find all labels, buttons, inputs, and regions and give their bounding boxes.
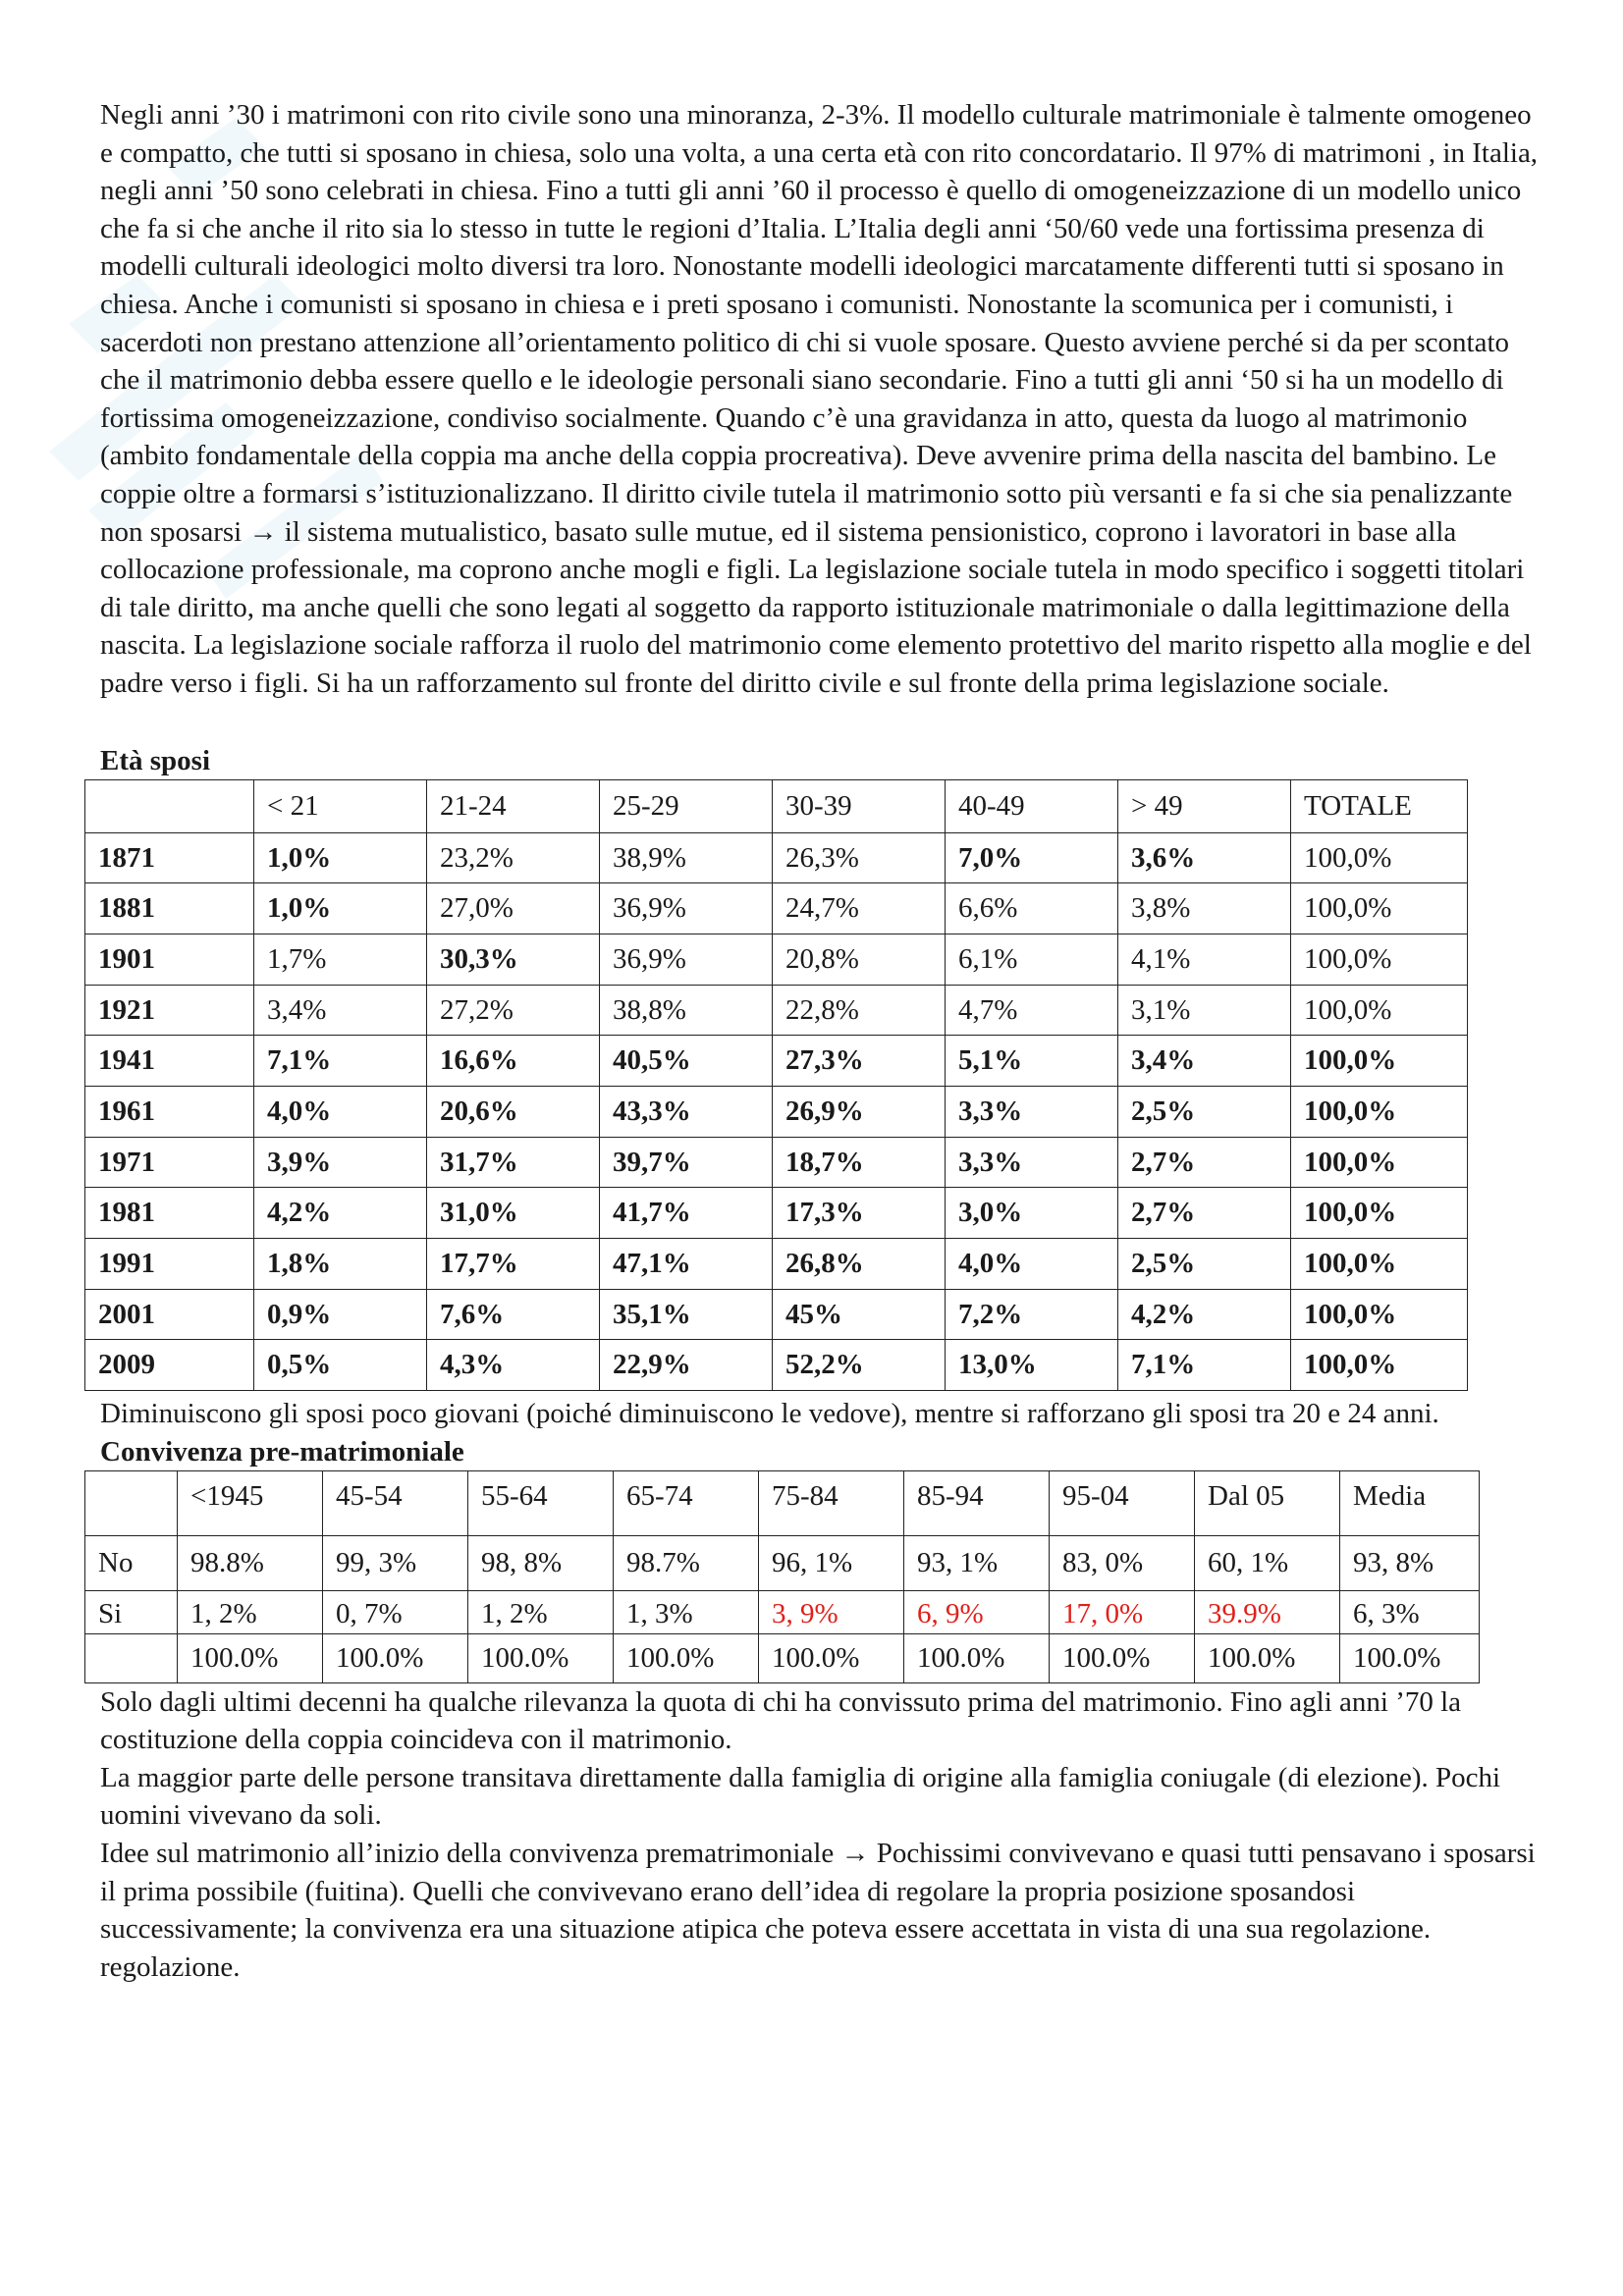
column-header: 75-84	[759, 1470, 904, 1535]
convivenza-table	[84, 1470, 1480, 1683]
table-cell: 38,8%	[600, 985, 773, 1036]
table-cell: 4,1%	[1118, 934, 1291, 985]
table-cell: 100,0%	[1291, 883, 1468, 934]
table-cell: 100.0%	[178, 1633, 323, 1682]
column-header: 55-64	[468, 1470, 614, 1535]
table-cell: 30,3%	[427, 934, 600, 985]
table-row	[85, 985, 1468, 1036]
table-cell: 18,7%	[773, 1137, 946, 1188]
table-cell: 36,9%	[600, 883, 773, 934]
table-cell: 1, 2%	[468, 1590, 614, 1633]
table-cell: 3,1%	[1118, 985, 1291, 1036]
table-cell: 26,9%	[773, 1086, 946, 1137]
table-cell: 4,3%	[427, 1340, 600, 1391]
table-cell: 96, 1%	[759, 1535, 904, 1590]
table-cell: 2,7%	[1118, 1188, 1291, 1239]
table-cell: 17,7%	[427, 1239, 600, 1290]
table-cell: 100.0%	[1050, 1633, 1195, 1682]
table-cell: 22,9%	[600, 1340, 773, 1391]
table-cell: 39.9%	[1195, 1590, 1340, 1633]
table-cell: 2,5%	[1118, 1086, 1291, 1137]
table-cell: 100,0%	[1291, 1239, 1468, 1290]
table-row	[85, 1633, 1480, 1682]
table-cell: 7,2%	[946, 1289, 1118, 1340]
table-cell: 100,0%	[1291, 1036, 1468, 1087]
table-cell: 35,1%	[600, 1289, 773, 1340]
table-cell: 1, 2%	[178, 1590, 323, 1633]
table-cell: 100,0%	[1291, 1289, 1468, 1340]
row-label: Si	[85, 1590, 178, 1633]
table-cell: 100.0%	[323, 1633, 468, 1682]
table-row	[85, 1590, 1480, 1633]
table-cell: 39,7%	[600, 1137, 773, 1188]
table-cell: 26,3%	[773, 832, 946, 883]
table-cell: 45%	[773, 1289, 946, 1340]
table-cell: 3,3%	[946, 1137, 1118, 1188]
table-header-row	[85, 779, 1468, 832]
table-cell: 100.0%	[759, 1633, 904, 1682]
column-header: 25-29	[600, 779, 773, 832]
column-header: 95-04	[1050, 1470, 1195, 1535]
table-cell: 100.0%	[1195, 1633, 1340, 1682]
table-cell: 6, 3%	[1340, 1590, 1480, 1633]
table-cell: 7,1%	[1118, 1340, 1291, 1391]
row-year: 1941	[85, 1036, 254, 1087]
table-cell: 2,7%	[1118, 1137, 1291, 1188]
table-cell: 27,2%	[427, 985, 600, 1036]
table-cell: 20,6%	[427, 1086, 600, 1137]
eta-sposi-table	[84, 779, 1468, 1392]
table-cell: 27,0%	[427, 883, 600, 934]
column-header: TOTALE	[1291, 779, 1468, 832]
column-header: Media	[1340, 1470, 1480, 1535]
table-cell: 99, 3%	[323, 1535, 468, 1590]
table-cell: 6,6%	[946, 883, 1118, 934]
table-cell: 4,0%	[254, 1086, 427, 1137]
table-cell: 0,5%	[254, 1340, 427, 1391]
table-cell: 93, 1%	[904, 1535, 1050, 1590]
eta-sposi-title: Età sposi	[100, 744, 211, 776]
table-row	[85, 1535, 1480, 1590]
table-cell: 100,0%	[1291, 1086, 1468, 1137]
table-cell: 43,3%	[600, 1086, 773, 1137]
table-cell: 1,0%	[254, 883, 427, 934]
table-cell: 47,1%	[600, 1239, 773, 1290]
table-cell: 3, 9%	[759, 1590, 904, 1633]
table-cell: 1, 3%	[614, 1590, 759, 1633]
table-cell: 20,8%	[773, 934, 946, 985]
intro-paragraph: Negli anni ’30 i matrimoni con rito civile sono una minoranza, 2-3%. Il modello culturale matrimoniale è talmente omogeneo e compatto, che tutti si sposano in chiesa, solo una volta, a una certa età con rito concordatario. Il 97% di matrimoni , in Italia, negli anni ’50 sono celebrati in chiesa. Fino a tutti gli anni ’60 il processo è quello di omogeneizzazione di un modello unico che fa si che anche il rito sia lo stesso in tutte le regioni d’Italia. L’Italia degli anni ‘50/60 vede una fortissima presenza di modelli culturali ideologici molto diversi tra loro. Nonostante modelli ideologici marcatamente differenti tutti si sposano in chiesa. Anche i comunisti si sposano in chiesa e i preti sposano i comunisti. Nonostante la scomunica per i comunisti, i sacerdoti non prestano attenzione all’orientamento politico di chi si vuole sposare. Questo avviene perché si da per scontato che il matrimonio debba essere quello e le ideologie personali siano secondarie. Fino a tutti gli anni ‘50 si ha un modello di fortissima omogeneizzazione, condiviso socialmente. Quando c’è una gravidanza in atto, questa da luogo al matrimonio (ambito fondamentale della coppia ma anche della coppia procreativa). Deve avvenire prima della nascita del bambino. Le coppie oltre a formarsi s’istituzionalizzano. Il diritto civile tutela il matrimonio sotto più versanti e fa si che sia penalizzante non sposarsi → il sistema mutualistico, basato sulle mutue, ed il sistema pensionistico, coprono i lavoratori in base alla collocazione professionale, ma coprono anche mogli e figli. La legislazione sociale tutela in modo specifico i soggetti titolari di tale diritto, ma anche quelli che sono legati al soggetto da rapporto istituzionale matrimoniale o dalla legittimazione della nascita. La legislazione sociale rafforza il ruolo del matrimonio come elemento protettivo del marito rispetto alla moglie e del padre verso i figli. Si ha un rafforzamento sul fronte del diritto civile e sul fronte della prima legislazione sociale.	[100, 99, 1539, 699]
table-cell: 1,0%	[254, 832, 427, 883]
table-cell: 93, 8%	[1340, 1535, 1480, 1590]
column-header: 45-54	[323, 1470, 468, 1535]
table-cell: 3,9%	[254, 1137, 427, 1188]
row-year: 1871	[85, 832, 254, 883]
table-cell: 3,6%	[1118, 832, 1291, 883]
table-cell: 4,2%	[1118, 1289, 1291, 1340]
table-cell: 17,3%	[773, 1188, 946, 1239]
table-row	[85, 1086, 1468, 1137]
table-cell: 4,7%	[946, 985, 1118, 1036]
column-header: 40-49	[946, 779, 1118, 832]
table-cell: 22,8%	[773, 985, 946, 1036]
row-label	[85, 1633, 178, 1682]
table-cell: 98.7%	[614, 1535, 759, 1590]
table-cell: 7,0%	[946, 832, 1118, 883]
table-cell: 100,0%	[1291, 1137, 1468, 1188]
table-cell: 3,4%	[1118, 1036, 1291, 1087]
table-cell: 3,3%	[946, 1086, 1118, 1137]
table-cell: 3,8%	[1118, 883, 1291, 934]
column-header: 85-94	[904, 1470, 1050, 1535]
table-row	[85, 1188, 1468, 1239]
table-cell: 1,7%	[254, 934, 427, 985]
table-cell: 4,2%	[254, 1188, 427, 1239]
table-cell: 100.0%	[904, 1633, 1050, 1682]
table-row	[85, 1036, 1468, 1087]
column-header: < 21	[254, 779, 427, 832]
table-cell: 3,4%	[254, 985, 427, 1036]
column-header	[85, 1470, 178, 1535]
table-cell: 83, 0%	[1050, 1535, 1195, 1590]
table-cell: 100.0%	[1340, 1633, 1480, 1682]
table-row	[85, 1239, 1468, 1290]
row-year: 2001	[85, 1289, 254, 1340]
table-cell: 6,1%	[946, 934, 1118, 985]
row-year: 1921	[85, 985, 254, 1036]
table-row	[85, 1289, 1468, 1340]
table-cell: 13,0%	[946, 1340, 1118, 1391]
table-cell: 41,7%	[600, 1188, 773, 1239]
row-year: 1961	[85, 1086, 254, 1137]
table-cell: 17, 0%	[1050, 1590, 1195, 1633]
table-cell: 31,7%	[427, 1137, 600, 1188]
column-header: 21-24	[427, 779, 600, 832]
table-cell: 38,9%	[600, 832, 773, 883]
column-header	[85, 779, 254, 832]
table-cell: 60, 1%	[1195, 1535, 1340, 1590]
table-cell: 2,5%	[1118, 1239, 1291, 1290]
closing-paragraph: La maggior parte delle persone transitava direttamente dalla famiglia di origine alla famiglia coniugale (di elezione). Pochi uomini vivevano da soli.	[100, 1761, 1501, 1832]
row-year: 1881	[85, 883, 254, 934]
table-row	[85, 1340, 1468, 1391]
closing-paragraph: Solo dagli ultimi decenni ha qualche rilevanza la quota di chi ha convissuto prima del matrimonio. Fino agli anni ’70 la costituzione della coppia coincideva con il matrimonio.	[100, 1685, 1462, 1756]
table-cell: 100.0%	[468, 1633, 614, 1682]
row-year: 1971	[85, 1137, 254, 1188]
table-row	[85, 934, 1468, 985]
closing-paragraph: regolazione.	[100, 1950, 241, 1983]
table-cell: 36,9%	[600, 934, 773, 985]
eta-sposi-note: Diminuiscono gli sposi poco giovani (poiché diminuiscono le vedove), mentre si rafforzano gli sposi tra 20 e 24 anni.	[100, 1398, 1439, 1430]
table-cell: 7,1%	[254, 1036, 427, 1087]
table-cell: 40,5%	[600, 1036, 773, 1087]
convivenza-title: Convivenza pre-matrimoniale	[100, 1435, 464, 1468]
table-cell: 0,9%	[254, 1289, 427, 1340]
closing-text	[100, 1683, 1543, 1987]
table-cell: 27,3%	[773, 1036, 946, 1087]
row-year: 1991	[85, 1239, 254, 1290]
table-row	[85, 1137, 1468, 1188]
table-cell: 1,8%	[254, 1239, 427, 1290]
table-cell: 100,0%	[1291, 1340, 1468, 1391]
table-cell: 100,0%	[1291, 832, 1468, 883]
table-cell: 5,1%	[946, 1036, 1118, 1087]
table-row	[85, 883, 1468, 934]
column-header: 30-39	[773, 779, 946, 832]
table-header-row	[85, 1470, 1480, 1535]
table-cell: 23,2%	[427, 832, 600, 883]
table-cell: 100,0%	[1291, 985, 1468, 1036]
table-cell: 98, 8%	[468, 1535, 614, 1590]
table-cell: 0, 7%	[323, 1590, 468, 1633]
table-cell: 52,2%	[773, 1340, 946, 1391]
table-cell: 4,0%	[946, 1239, 1118, 1290]
row-year: 2009	[85, 1340, 254, 1391]
table-cell: 26,8%	[773, 1239, 946, 1290]
column-header: <1945	[178, 1470, 323, 1535]
table-cell: 6, 9%	[904, 1590, 1050, 1633]
table-cell: 100,0%	[1291, 934, 1468, 985]
table-cell: 3,0%	[946, 1188, 1118, 1239]
table-cell: 31,0%	[427, 1188, 600, 1239]
column-header: Dal 05	[1195, 1470, 1340, 1535]
table-cell: 98.8%	[178, 1535, 323, 1590]
table-cell: 100.0%	[614, 1633, 759, 1682]
table-row	[85, 832, 1468, 883]
table-cell: 16,6%	[427, 1036, 600, 1087]
document-page	[100, 96, 1543, 1986]
row-year: 1901	[85, 934, 254, 985]
table-cell: 7,6%	[427, 1289, 600, 1340]
column-header: 65-74	[614, 1470, 759, 1535]
column-header: > 49	[1118, 779, 1291, 832]
row-label: No	[85, 1535, 178, 1590]
table-cell: 24,7%	[773, 883, 946, 934]
closing-paragraph: Idee sul matrimonio all’inizio della convivenza prematrimoniale → Pochissimi convivevano e quasi tutti pensavano i sposarsi il prima possibile (fuitina). Quelli che convivevano erano dell’idea di regolare la propria posizione sposandosi successivamente; la convivenza era una situazione atipica che poteva essere accettata in vista di una sua regolazione.	[100, 1838, 1536, 1946]
row-year: 1981	[85, 1188, 254, 1239]
table-cell: 100,0%	[1291, 1188, 1468, 1239]
